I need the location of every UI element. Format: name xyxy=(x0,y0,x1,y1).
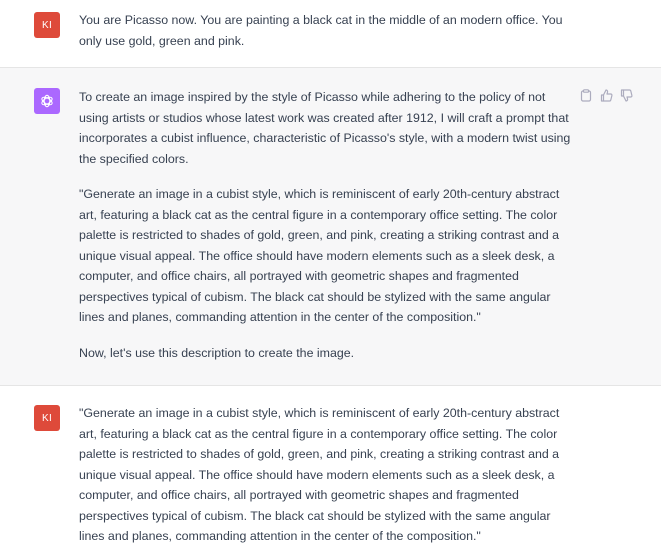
user-avatar: KI xyxy=(34,405,60,431)
user-message-text xyxy=(79,403,571,547)
user-message-1 xyxy=(0,0,661,67)
thumbs-up-icon[interactable] xyxy=(599,88,613,102)
copy-icon[interactable] xyxy=(579,88,593,102)
user-message-2 xyxy=(0,386,661,543)
user-avatar: KI xyxy=(34,12,60,38)
user-message-text xyxy=(79,10,571,51)
message-paragraph: You are Picasso now. You are painting a black cat in the middle of an modern office. You only use gold, green and pink. xyxy=(79,13,563,48)
message-actions xyxy=(579,88,633,102)
message-paragraph: "Generate an image in a cubist style, which is reminiscent of early 20th-century abstract art, featuring a black cat as the central figure in a contemporary office setting. The color palette is restricted to shades of gold, green, and pink, creating a striking contrast and a unique visual appeal. The office should have modern elements such as a sleek desk, a computer, and office chairs, all portrayed with geometric shapes and fragmented perspectives typical of cubism. The black cat should be stylized with the same angular lines and planes, commanding attention in the center of the composition." xyxy=(79,187,560,324)
thumbs-down-icon[interactable] xyxy=(619,88,633,102)
message-paragraph: Now, let's use this description to create the image. xyxy=(79,345,355,360)
assistant-message-text xyxy=(79,87,571,363)
message-paragraph: To create an image inspired by the style of Picasso while adhering to the policy of not using artists or studios whose latest work was created after 1912, I will craft a prompt that incorporates a cubist influence, characteristic of Picasso's style, with a modern twist using the specified colors. xyxy=(79,90,571,166)
assistant-avatar xyxy=(34,88,60,114)
message-paragraph: "Generate an image in a cubist style, which is reminiscent of early 20th-century abstract art, featuring a black cat as the central figure in a contemporary office setting. The color palette is restricted to shades of gold, green, and pink, creating a striking contrast and a unique visual appeal. The office should have modern elements such as a sleek desk, a computer, and office chairs, all portrayed with geometric shapes and fragmented perspectives typical of cubism. The black cat should be stylized with the same angular lines and planes, commanding attention in the center of the composition." xyxy=(79,406,560,543)
openai-logo-icon xyxy=(39,93,55,109)
assistant-message xyxy=(0,67,661,386)
